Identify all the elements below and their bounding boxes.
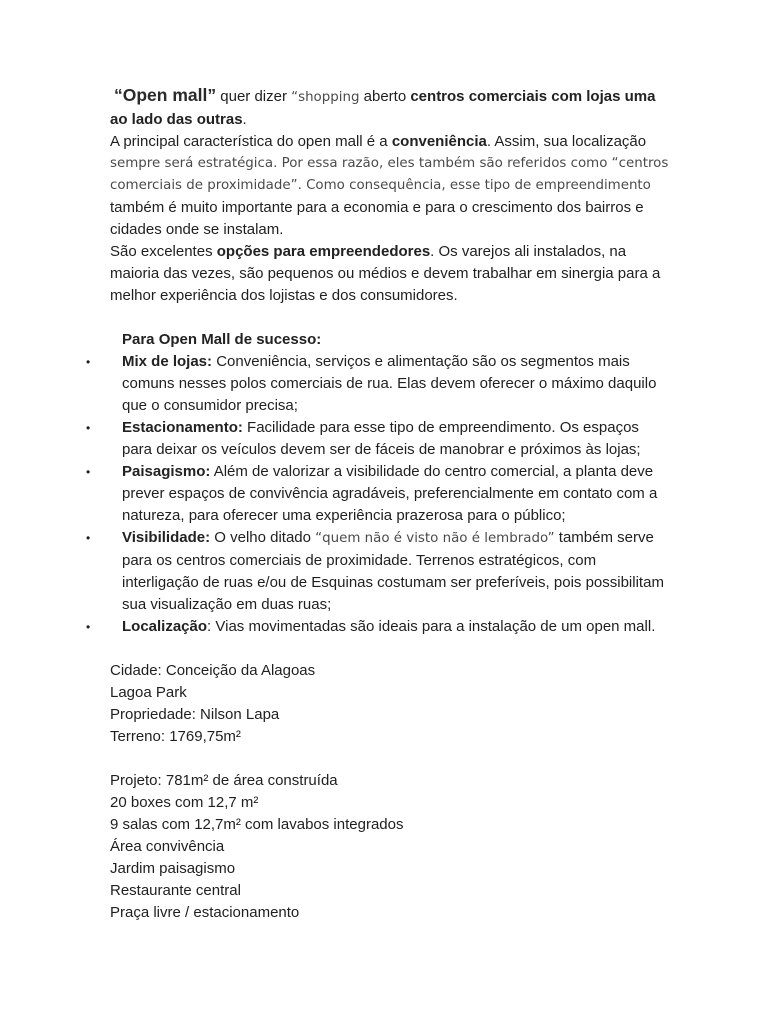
info-land: Terreno: 1769,75m² bbox=[110, 728, 241, 745]
info-square: Praça livre / estacionamento bbox=[110, 904, 300, 921]
intro-line-5: comerciais de proximidade”. Como consequência, esse tipo de empreendimento bbox=[110, 178, 651, 193]
info-boxes: 20 boxes com 12,7 m² bbox=[110, 794, 259, 811]
intro-line-3: A principal característica do open mall é a conveniência. Assim, sua localização bbox=[110, 133, 647, 150]
info-project: Projeto: 781m² de área construída bbox=[110, 772, 338, 789]
bullet-icon: • bbox=[86, 355, 91, 369]
project-info bbox=[110, 660, 670, 924]
success-bullet-list bbox=[86, 351, 670, 638]
info-name: Lagoa Park bbox=[110, 684, 187, 701]
document-page bbox=[86, 84, 670, 924]
bullet-item-localizacao: • Localização: Vias movimentadas são ideais para a instalação de um open mall. bbox=[110, 616, 670, 638]
info-area: Área convivência bbox=[110, 838, 225, 855]
bullet-item-visibilidade: • Visibilidade: O velho ditado “quem não é visto não é lembrado” também serve para os centros comerciais de proximidade. Terrenos estratégicos, com interligação de ruas e/ou de Esquinas costumam ser preferíveis, pois possibilitam sua visualização em duas ruas; bbox=[86, 529, 664, 613]
intro-line-9: maioria das vezes, são pequenos ou médios e devem trabalhar em sinergia para a bbox=[110, 265, 661, 282]
bullet-icon: • bbox=[86, 421, 91, 435]
bullet-icon: • bbox=[86, 531, 91, 545]
bullet-item-paisagismo: • Paisagismo: Além de valorizar a visibilidade do centro comercial, a planta deve prever espaços de convivência agradáveis, preferencialmente em contato com a natureza, para oferecer uma experiência prazerosa para o público; bbox=[86, 463, 658, 524]
info-garden: Jardim paisagismo bbox=[110, 860, 236, 877]
open-mall-title: “Open mall” bbox=[114, 85, 217, 105]
bullet-icon: • bbox=[86, 620, 91, 634]
intro-line-4: sempre será estratégica. Por essa razão, eles também são referidos como “centros bbox=[110, 156, 669, 171]
intro-line-2: ao lado das outras. bbox=[110, 111, 247, 128]
bullet-item-estacionamento: • Estacionamento: Facilidade para esse tipo de empreendimento. Os espaços para deixar os veículos devem ser de fáceis de manobrar e próximos às lojas; bbox=[86, 419, 641, 458]
intro-line-1: “Open mall” quer dizer “shopping aberto centros comerciais com lojas uma bbox=[114, 85, 656, 105]
info-restaurant: Restaurante central bbox=[110, 882, 241, 899]
intro-line-6: também é muito importante para a economia e para o crescimento dos bairros e bbox=[110, 199, 644, 216]
info-city: Cidade: Conceição da Alagoas bbox=[110, 662, 316, 679]
info-owner: Propriedade: Nilson Lapa bbox=[110, 706, 280, 723]
intro-line-7: cidades onde se instalam. bbox=[110, 221, 284, 238]
success-section-title: Para Open Mall de sucesso: bbox=[122, 331, 322, 348]
intro-line-8: São excelentes opções para empreendedores. Os varejos ali instalados, na bbox=[110, 243, 627, 260]
bullet-icon: • bbox=[86, 465, 91, 479]
intro-line-10: melhor experiência dos lojistas e dos consumidores. bbox=[110, 287, 458, 304]
info-rooms: 9 salas com 12,7m² com lavabos integrados bbox=[110, 816, 404, 833]
bullet-item-mix: • Mix de lojas: Conveniência, serviços e alimentação são os segmentos mais comuns nesses polos comerciais de rua. Elas devem oferecer o máximo daquilo que o consumidor precisa; bbox=[86, 353, 657, 414]
